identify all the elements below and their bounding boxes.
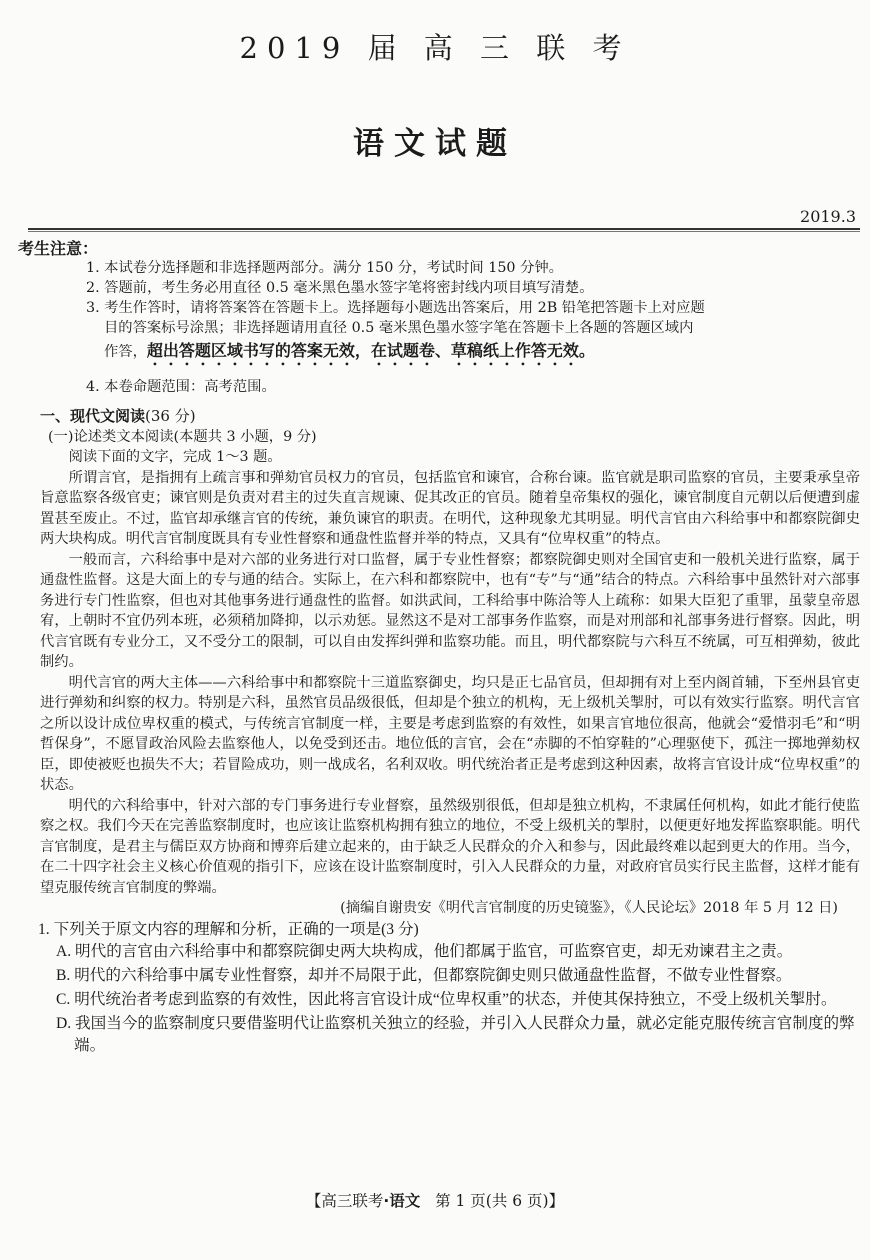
question-1-stem: 1. 下列关于原文内容的理解和分析，正确的一项是(3 分) — [38, 920, 419, 938]
notice-item-3-prefix: 作答， — [104, 344, 147, 360]
section-heading — [40, 406, 860, 427]
subject-title: 语文试题 — [353, 126, 517, 162]
question-1-option-b: B. 明代的六科给事中属专业性督察，却并不局限于此，但都察院御史则只做通盘性监督，不做专业性督察。 — [56, 966, 792, 984]
notice-item-2: 2. 答题前，考生务必用直径 0.5 毫米黑色墨水签字笔将密封线内项目填写清楚。 — [86, 280, 594, 296]
footer-dot: · — [383, 1192, 390, 1210]
footer-right-bracket: 】 — [548, 1192, 565, 1210]
passage-paragraph-1: 所谓言官，是指拥有上疏言事和弹劾官员权力的官员，包括监官和谏官，合称台谏。监官就是职司监察的官员，主要秉承皇帝旨意监察各级官吏；谏官则是负责对君主的过失直言规谏、促其改正的官员。随着皇帝集权的强化，谏官制度自元朝以后便遭到虚置甚至废止。不过，监官却承继言官的传统，兼负谏官的职责。在明代，这种现象尤其明显。明代言官由六科给事中和都察院御史两大块构成。明代言官制度既具有专业性督察和通盘性监督并举的特点，又具有“位卑权重”的特点。 — [40, 469, 860, 547]
passage-paragraph-4: 明代的六科给事中，针对六部的专门事务进行专业督察，虽然级别很低，但却是独立机构，不隶属任何机构，如此才能行使监察之权。我们今天在完善监察制度时，也应该让监察机构拥有独立的地位，不受上级机关的掣肘，以便更好地发挥监察职能。明代言官制度，是君主与儒臣双方协商和博弈后建立起来的，由于缺乏人民群众的介入和参与，因此最终难以起到更大的作用。当今，在二十四字社会主义核心价值观的指引下，应该在设计监察制度时，引入人民群众的力量，对政府官员实行民主监督，这样才能有望克服传统言官制度的弊端。 — [40, 797, 860, 896]
footer-left-bracket: 【 — [305, 1192, 322, 1210]
passage-source: (摘编自谢贵安《明代言官制度的历史镜鉴》，《人民论坛》2018 年 5 月 12 日) — [340, 900, 838, 916]
notice-item-3: 3. 考生作答时，请将答案答在答题卡上。选择题每小题选出答案后，用 2B 铅笔把答题卡上对应题 — [86, 300, 705, 316]
question-1-option-d: D. 我国当今的监察制度只要借鉴明代让监察机关独立的经验，并引入人民群众力量，就必定能克服传统言官制度的弊端。 — [56, 1014, 855, 1054]
footer-series: 高三联考 — [321, 1192, 384, 1210]
page-footer — [0, 1189, 870, 1211]
reading-instruction: 阅读下面的文字，完成 1～3 题。 — [68, 449, 282, 465]
section-heading-points: (36 分) — [145, 407, 196, 425]
exam-date: 2019.3 — [800, 207, 856, 226]
subsection-heading: (一)论述类文本阅读(本题共 3 小题，9 分) — [48, 428, 317, 445]
section-heading-text: 一、现代文阅读 — [40, 407, 146, 425]
question-1 — [40, 919, 860, 1057]
question-1-option-a: A. 明代的言官由六科给事中和都察院御史两大块构成，他们都属于监官，可监察官吏，却无劝谏君主之责。 — [56, 942, 793, 960]
notice-emphasis: 超出答题区域书写的答案无效，在试题卷、草稿纸上作答无效。 — [146, 341, 595, 360]
notice-list — [86, 258, 856, 397]
question-1-option-c: C. 明代统治者考虑到监察的有效性，因此将言官设计成“位卑权重”的状态，并使其保持独立，不受上级机关掣肘。 — [56, 990, 837, 1008]
passage-paragraph-3: 明代言官的两大主体——六科给事中和都察院十三道监察御史，均只是正七品官员，但却拥有对上至内阁首辅，下至州县官吏进行弹劾和纠察的权力。特别是六科，虽然官员品级很低，但却是个独立的机构，无上级机关掣肘，可以有效实行监察。明代言官之所以设计成位卑权重的模式，与传统言官制度一样，主要是考虑到监察的有效性，如果言官地位很高，他就会“爱惜羽毛”和“明哲保身”，不愿冒政治风险去监察他人，以免受到还击。地位低的言官，会在“赤脚的不怕穿鞋的”心理驱使下，孤注一掷地弹劾权臣，即使被贬也损失不大；若冒险成功，则一战成名，名利双收。明代统治者正是考虑到这种因素，故将言官设计成“位卑权重”的状态。 — [40, 674, 860, 793]
footer-page-info: 第 1 页(共 6 页) — [435, 1192, 549, 1210]
notice-item-4: 4. 本卷命题范围：高考范围。 — [86, 379, 276, 395]
reading-section — [40, 406, 860, 1059]
notice-item-3-cont2 — [86, 338, 856, 369]
passage-paragraph-2: 一般而言，六科给事中是对六部的业务进行对口监督，属于专业性督察；都察院御史则对全国官吏和一般机关进行监察，属于通盘性监督。这是大面上的专与通的结合。实际上，在六科和都察院中，也有“专”与“通”结合的特点。六科给事中虽然针对六部事务进行专门性监察，但也对其他事务进行通盘性的监督。如洪武间，工科给事中陈洽等人上疏称：如果大臣犯了重罪，虽蒙皇帝恩宥，上朝时不宜仍列本班，必须稍加降抑，以示劝惩。显然这不是对工部事务作监察，而是对刑部和礼部事务进行督察。因此，明代言官既有专业分工，又不受分工的限制，可以自由发挥纠弹和监察功能。而且，明代都察院与六科互不统属，可互相弹劾，彼此制约。 — [40, 551, 860, 670]
notice-heading: 考生注意： — [18, 239, 99, 258]
notice-item-1: 1. 本试卷分选择题和非选择题两部分。满分 150 分，考试时间 150 分钟。 — [86, 260, 563, 276]
header-divider — [28, 228, 860, 232]
notice-item-3-cont: 目的答案标号涂黑；非选择题请用直径 0.5 毫米黑色墨水签字笔在答题卡上各题的答题区域内 — [104, 320, 694, 336]
exam-title: 2019 届 高 三 联 考 — [239, 31, 631, 65]
footer-subject: 语文 — [389, 1192, 421, 1210]
